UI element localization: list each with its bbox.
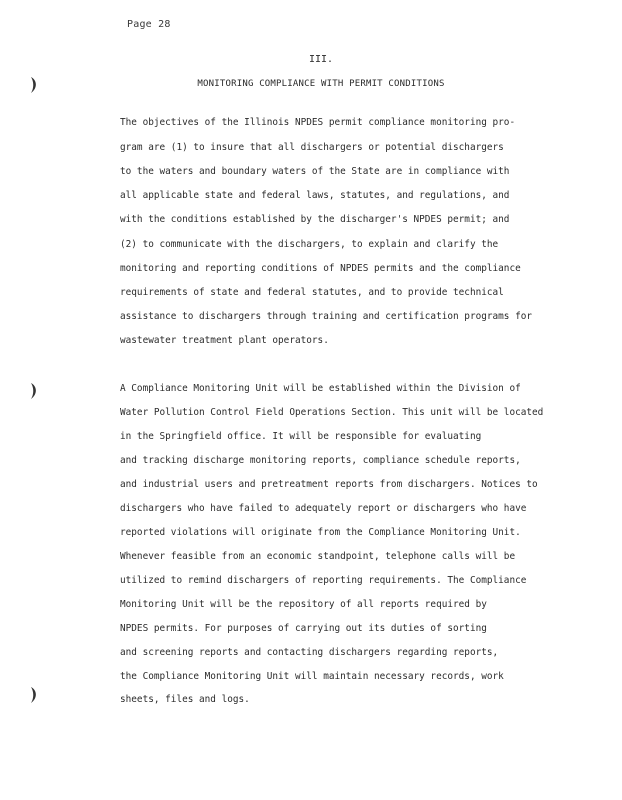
paragraph-2-line: A Compliance Monitoring Unit will be established within the Division of [120,383,521,394]
paragraph-2-line: utilized to remind dischargers of reporting requirements. The Compliance [120,575,527,586]
paragraph-1-line: with the conditions established by the discharger's NPDES permit; and [120,214,510,225]
section-number: III. [308,54,334,65]
paragraph-2-line: NPDES permits. For purposes of carrying out its duties of sorting [120,623,487,634]
paragraph-2-line: and industrial users and pretreatment reports from dischargers. Notices to [120,479,538,490]
paragraph-2-line: dischargers who have failed to adequately report or dischargers who have [120,503,527,514]
paragraph-2-line: and screening reports and contacting dischargers regarding reports, [120,647,499,658]
paragraph-2-line: reported violations will originate from the Compliance Monitoring Unit. [120,527,521,538]
binder-hole-icon [29,76,38,94]
paragraph-2-line: sheets, files and logs. [120,694,250,705]
page-number: Page 28 [127,19,171,30]
paragraph-1-line: to the waters and boundary waters of the State are in compliance with [120,166,510,177]
paragraph-2-line: in the Springfield office. It will be responsible for evaluating [120,431,482,442]
paragraph-1-line: assistance to dischargers through training and certification programs for [120,311,533,322]
paragraph-1-line: monitoring and reporting conditions of NPDES permits and the compliance [120,263,521,274]
paragraph-1-line: wastewater treatment plant operators. [120,335,329,346]
paragraph-1-line: all applicable state and federal laws, statutes, and regulations, and [120,190,510,201]
paragraph-2-line: Water Pollution Control Field Operations Section. This unit will be located [120,407,544,418]
binder-hole-icon [29,382,38,400]
paragraph-2-line: and tracking discharge monitoring reports, compliance schedule reports, [120,455,521,466]
paragraph-1-line: (2) to communicate with the dischargers, to explain and clarify the [120,239,499,250]
paragraph-2-line: Whenever feasible from an economic standpoint, telephone calls will be [120,551,516,562]
section-title: MONITORING COMPLIANCE WITH PERMIT CONDITIONS [197,79,445,89]
paragraph-2-line: Monitoring Unit will be the repository of all reports required by [120,599,487,610]
paragraph-1-line: requirements of state and federal statutes, and to provide technical [120,287,504,298]
paragraph-2-line: the Compliance Monitoring Unit will maintain necessary records, work [120,671,504,682]
paragraph-1-line: gram are (1) to insure that all dischargers or potential dischargers [120,142,504,153]
binder-hole-icon [29,686,38,704]
paragraph-1-line: The objectives of the Illinois NPDES permit compliance monitoring pro- [120,117,516,128]
